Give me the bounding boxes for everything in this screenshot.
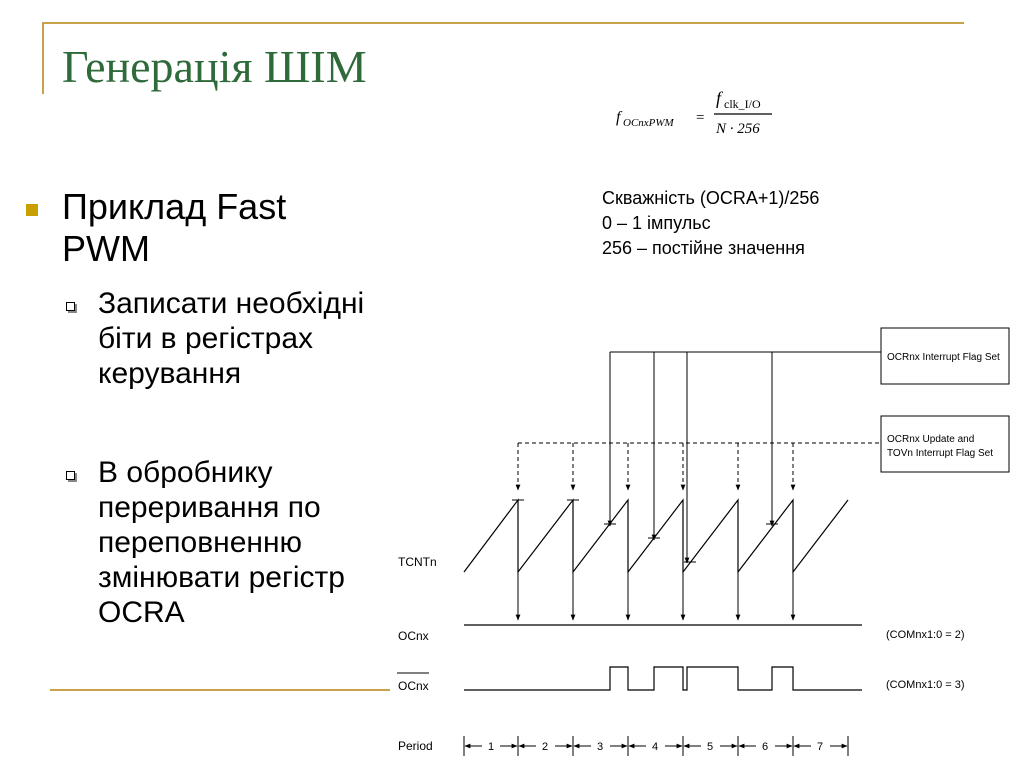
- frame-top-line: [42, 22, 964, 24]
- interrupt-arrows: [610, 352, 772, 563]
- formula-numerator-sub: clk_I/O: [724, 97, 761, 111]
- formula-lhs-sub: OCnxPWM: [623, 117, 674, 129]
- formula-denominator: N · 256: [716, 121, 760, 137]
- main-bullet-text: Приклад Fast PWM: [62, 186, 287, 269]
- ocnx-inverted-mode: (COMnx1:0 = 3): [886, 679, 965, 691]
- update-arrows: [518, 443, 793, 490]
- duty-cycle-note: [602, 186, 819, 261]
- period-number: 5: [706, 741, 714, 753]
- interrupt-flag-label: OCRnx Interrupt Flag Set: [887, 352, 1000, 363]
- period-number: 4: [651, 741, 659, 753]
- period-number: 6: [761, 741, 769, 753]
- fast-pwm-timing-diagram: [384, 320, 1024, 768]
- slide-title: Генерація ШІМ: [62, 41, 367, 92]
- period-number: 2: [541, 741, 549, 753]
- checkbox-bullet-icon: [66, 302, 75, 311]
- formula-numerator: f: [716, 88, 722, 108]
- sub-bullet-text-1: Записати необхідні біти в регістрах керування: [98, 287, 365, 390]
- period-number: 7: [816, 741, 824, 753]
- ocnx-label: OCnx: [398, 629, 429, 643]
- pwm-frequency-formula: [612, 84, 782, 140]
- checkbox-bullet-icon: [66, 471, 75, 480]
- update-flag-label-2: TOVn Interrupt Flag Set: [887, 448, 993, 459]
- sub-bullet-text-2: В обробнику переривання по переповненню змінювати регістр OCRA: [98, 456, 345, 629]
- period-number: 1: [487, 741, 495, 753]
- frame-left-line: [42, 22, 44, 94]
- formula-lhs: f: [616, 109, 621, 126]
- update-flag-label-1: OCRnx Update and: [887, 434, 975, 445]
- frame-bottom-line: [50, 689, 390, 691]
- ocnx-mode: (COMnx1:0 = 2): [886, 629, 965, 641]
- tcnt-sawtooth: [464, 500, 848, 572]
- period-number: 3: [596, 741, 604, 753]
- note-line-2: 0 – 1 імпульс: [602, 213, 711, 233]
- note-line-3: 256 – постійне значення: [602, 238, 805, 258]
- bullet-square-icon: [26, 204, 38, 216]
- ocnx-inverted-label: OCnx: [398, 679, 429, 693]
- period-label: Period: [398, 739, 433, 753]
- ocnx-inverted-signal: [464, 667, 862, 690]
- note-line-1: Скважність (OCRA+1)/256: [602, 188, 820, 208]
- tcnt-label: TCNTn: [398, 555, 437, 569]
- formula-equals: =: [696, 110, 705, 126]
